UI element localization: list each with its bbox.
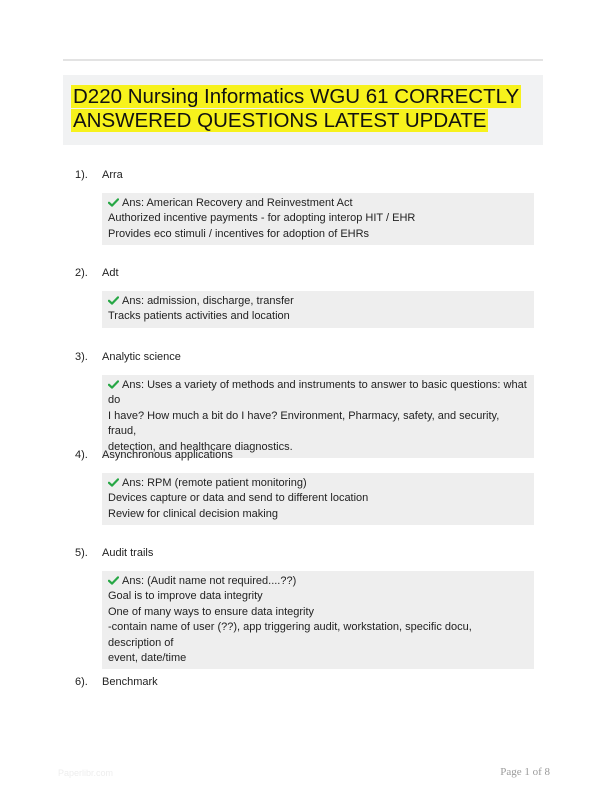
question-text: Benchmark	[102, 676, 158, 688]
question-text: Adt	[102, 267, 119, 279]
answer-box	[102, 291, 534, 328]
question-text: Asynchronous applications	[102, 449, 233, 461]
answer-line: One of many ways to ensure data integrity	[108, 605, 315, 618]
check-icon	[108, 576, 119, 585]
document-title-text: D220 Nursing Informatics WGU 61 CORRECTLY ANSWERED QUESTIONS LATEST UPDATE	[73, 85, 520, 132]
answer-line: -contain name of user (??), app triggering audit, workstation, specific docu, description of	[108, 621, 472, 649]
answer-line: Ans: Uses a variety of methods and instruments to answer to basic questions: what do	[108, 379, 527, 407]
answer-line: Goal is to improve data integrity	[108, 590, 263, 603]
answer-line: Provides eco stimuli / incentives for adoption of EHRs	[108, 227, 370, 240]
answer-line: Review for clinical decision making	[108, 507, 278, 520]
answer-line: Tracks patients activities and location	[108, 310, 290, 323]
answer-line: detection, and healthcare diagnostics.	[108, 440, 293, 453]
page-number: Page 1 of 8	[500, 766, 550, 778]
question-number: 4).	[75, 449, 88, 461]
question-number: 6).	[75, 676, 88, 688]
document-title	[71, 85, 535, 133]
answer-box	[102, 193, 534, 245]
answer-line: event, date/time	[108, 652, 187, 665]
answer-line: Ans: RPM (remote patient monitoring)	[108, 476, 528, 491]
question-number: 1).	[75, 169, 88, 181]
answer-box	[102, 473, 534, 525]
check-icon	[108, 380, 119, 389]
top-rule	[63, 59, 543, 61]
watermark: Paperlibr.com	[58, 768, 114, 778]
answer-box	[102, 375, 534, 458]
title-box	[63, 75, 543, 145]
check-icon	[108, 296, 119, 305]
answer-line: Ans: (Audit name not required....??)	[108, 574, 528, 589]
check-icon	[108, 478, 119, 487]
check-icon	[108, 198, 119, 207]
question-number: 5).	[75, 547, 88, 559]
question-number: 3).	[75, 351, 88, 363]
question-text: Audit trails	[102, 547, 154, 559]
answer-line: I have? How much a bit do I have? Environment, Pharmacy, safety, and security, fraud,	[108, 409, 500, 438]
question-text: Arra	[102, 169, 123, 181]
answer-line: Authorized incentive payments - for adopting interop HIT / EHR	[108, 212, 416, 225]
question-number: 2).	[75, 267, 88, 279]
question-text: Analytic science	[102, 351, 181, 363]
answer-line: Ans: admission, discharge, transfer	[108, 294, 528, 309]
answer-box	[102, 571, 534, 669]
answer-line: Ans: American Recovery and Reinvestment Act	[108, 196, 528, 211]
answer-line: Devices capture or data and send to different location	[108, 492, 369, 505]
